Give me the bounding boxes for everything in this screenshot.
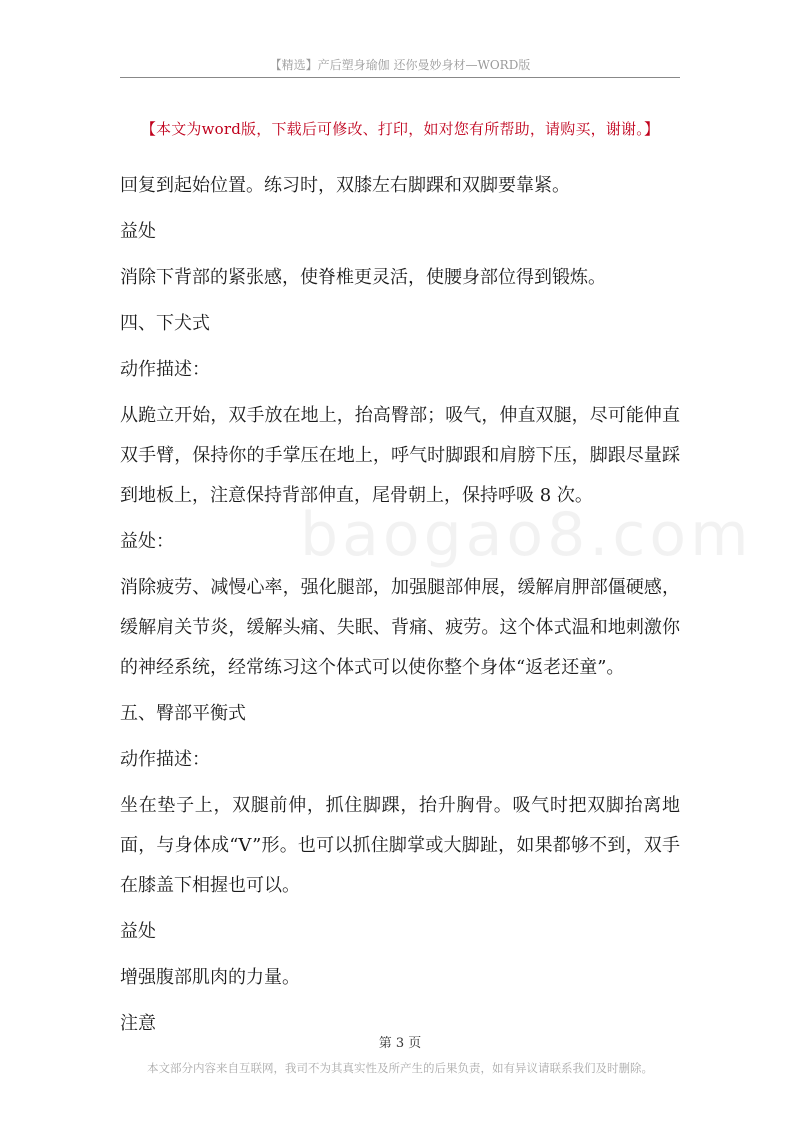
- section-label: 益处: [120, 921, 156, 942]
- download-notice: 【本文为word版，下载后可修改、打印，如对您有所帮助，请购买，谢谢。】: [140, 120, 660, 138]
- section-label: 动作描述：: [120, 359, 210, 380]
- document-body: [120, 166, 680, 1050]
- page-header: 【精选】产后塑身瑜伽 还你曼妙身材—WORD版: [269, 58, 531, 72]
- section-heading: 四、下犬式: [120, 313, 210, 334]
- page-number: 第 3 页: [378, 1036, 422, 1051]
- paragraph: 回复到起始位置。练习时，双膝左右脚踝和双脚要靠紧。: [120, 175, 570, 196]
- section-label: 动作描述：: [120, 749, 210, 770]
- section-label: 注意: [120, 1013, 156, 1034]
- paragraph: 坐在垫子上，双腿前伸，抓住脚踝，抬升胸骨。吸气时把双脚抬离地面，与身体成“V”形。也可以抓住脚掌或大脚趾，如果都够不到，双手在膝盖下相握也可以。: [120, 795, 680, 896]
- section-label: 益处：: [120, 531, 174, 552]
- header-divider: [120, 77, 680, 78]
- paragraph: 从跪立开始，双手放在地上，抬高臀部；吸气，伸直双腿，尽可能伸直双手臂，保持你的手掌压在地上，呼气时脚跟和肩膀下压，脚跟尽量踩到地板上，注意保持背部伸直，尾骨朝上，保持呼吸 8 次。: [120, 405, 680, 506]
- paragraph: 消除下背部的紧张感，使脊椎更灵活，使腰身部位得到锻炼。: [120, 267, 606, 288]
- footer-disclaimer: 本文部分内容来自互联网，我司不为其真实性及所产生的后果负责，如有异议请联系我们及时删除。: [147, 1061, 653, 1075]
- section-heading: 五、臀部平衡式: [120, 703, 246, 724]
- paragraph: 消除疲劳、减慢心率，强化腿部，加强腿部伸展，缓解肩胛部僵硬感，缓解肩关节炎，缓解头痛、失眠、背痛、疲劳。这个体式温和地刺激你的神经系统，经常练习这个体式可以使你整个身体“返老还童”。: [120, 577, 680, 678]
- section-label: 益处: [120, 221, 156, 242]
- paragraph: 增强腹部肌肉的力量。: [120, 967, 300, 988]
- watermark: baogao8.com: [300, 500, 753, 570]
